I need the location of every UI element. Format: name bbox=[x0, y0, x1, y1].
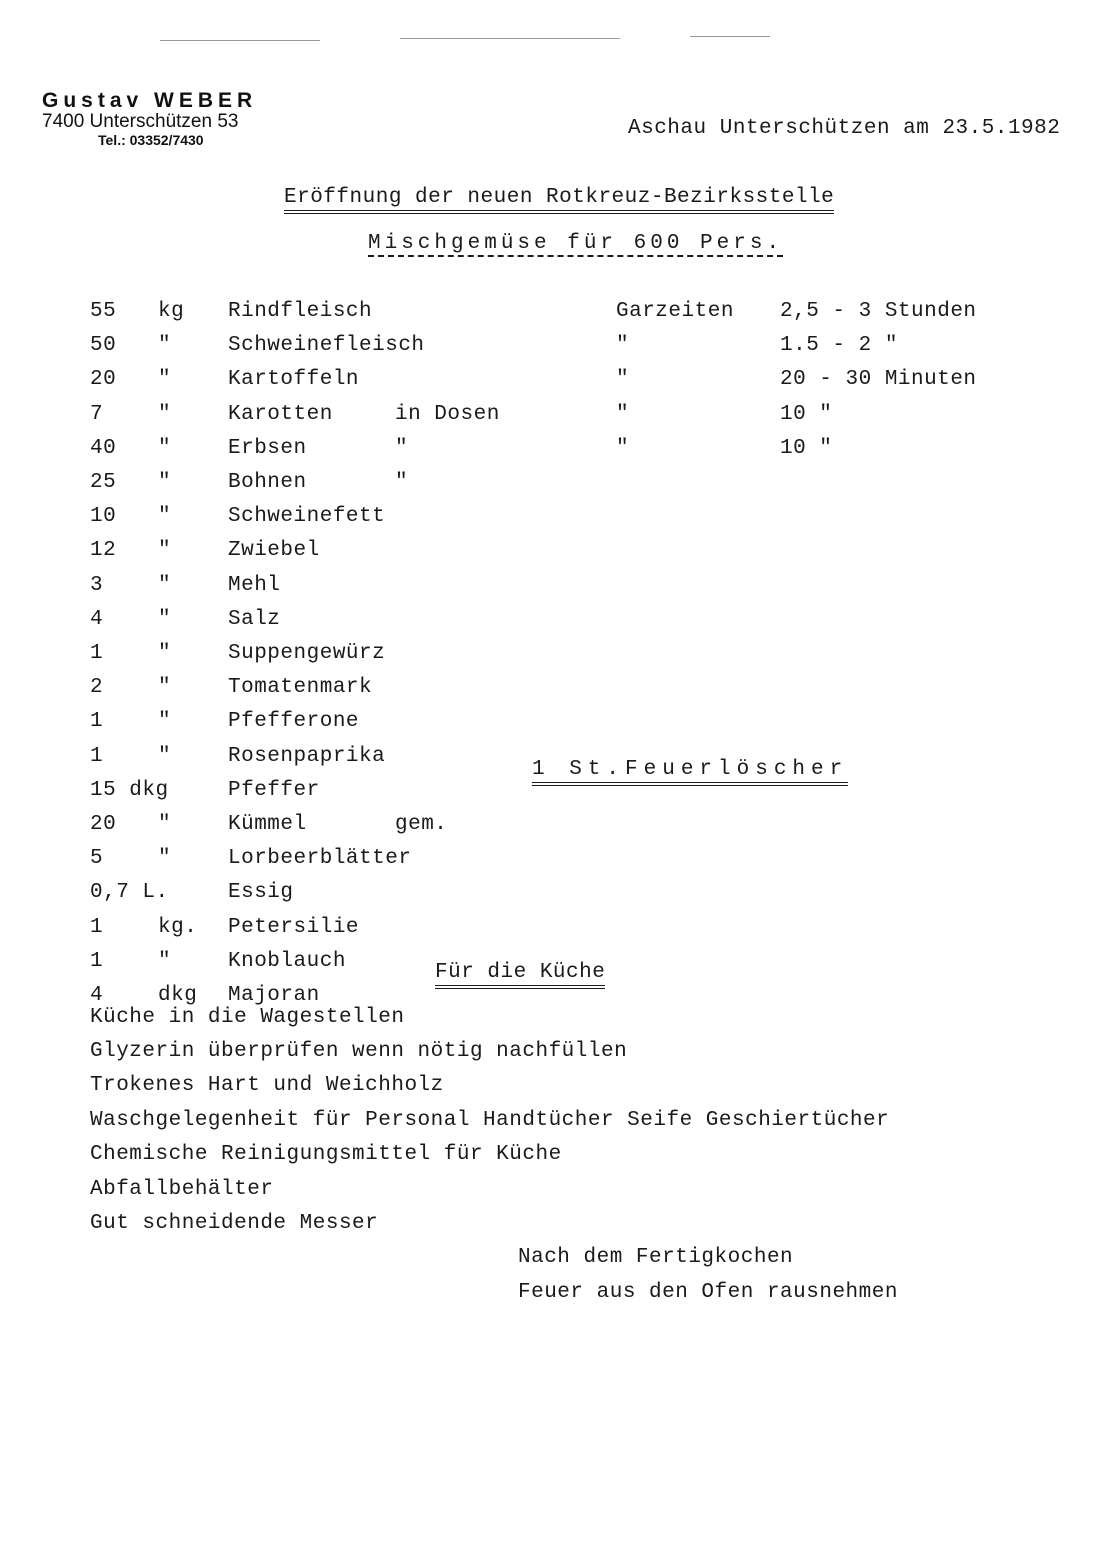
ingredient-row bbox=[0, 642, 1100, 672]
ingredient-unit: " bbox=[158, 642, 172, 665]
fire-extinguisher-note bbox=[532, 758, 848, 781]
ingredient-unit: " bbox=[158, 471, 172, 494]
ingredient-quantity: 4 bbox=[90, 984, 104, 1007]
ingredient-quantity: 3 bbox=[90, 573, 104, 597]
scan-artifact bbox=[400, 38, 620, 39]
ingredient-unit: " bbox=[158, 539, 172, 563]
ingredient-quantity: 55 bbox=[90, 300, 117, 323]
ingredient-name: Pfeffer bbox=[228, 778, 320, 802]
ingredient-row bbox=[0, 608, 1100, 638]
ingredient-note: in Dosen bbox=[395, 402, 500, 426]
kitchen-list-item: Waschgelegenheit für Personal Handtücher Seife Geschiertücher bbox=[90, 1109, 890, 1132]
closing-line: Nach dem Fertigkochen bbox=[518, 1246, 794, 1269]
ingredient-quantity: 15 dkg bbox=[90, 778, 169, 802]
ingredient-name: Knoblauch bbox=[228, 949, 346, 973]
cooking-time-label: " bbox=[616, 334, 630, 358]
cooking-time-label: " bbox=[616, 436, 630, 460]
cooking-time-value: 1.5 - 2 " bbox=[780, 334, 898, 358]
ingredient-unit: " bbox=[158, 573, 172, 597]
ingredient-unit: dkg bbox=[158, 984, 198, 1007]
kitchen-list-item: Trokenes Hart und Weichholz bbox=[90, 1074, 444, 1097]
ingredient-unit: " bbox=[158, 949, 172, 973]
ingredient-quantity: 25 bbox=[90, 471, 117, 494]
ingredient-note: " bbox=[395, 436, 409, 460]
ingredient-name: Rindfleisch bbox=[228, 300, 373, 323]
ingredient-name: Erbsen bbox=[228, 436, 307, 460]
ingredient-unit: " bbox=[158, 813, 172, 836]
cooking-time-label: " bbox=[616, 402, 630, 426]
cooking-time-value: 20 - 30 Minuten bbox=[780, 368, 977, 392]
ingredient-name: Kümmel bbox=[228, 813, 307, 836]
ingredient-quantity: 1 bbox=[90, 949, 104, 973]
ingredient-name: Majoran bbox=[228, 984, 320, 1007]
ingredient-row bbox=[0, 437, 1100, 467]
ingredient-quantity: 12 bbox=[90, 539, 117, 563]
ingredient-quantity: 1 bbox=[90, 744, 104, 768]
ingredient-quantity: 1 bbox=[90, 710, 104, 734]
ingredient-name: Schweinefett bbox=[228, 505, 386, 529]
letterhead-stamp bbox=[42, 90, 257, 148]
ingredient-quantity: 2 bbox=[90, 676, 104, 700]
ingredient-row bbox=[0, 847, 1100, 877]
ingredient-row bbox=[0, 881, 1100, 911]
ingredient-row bbox=[0, 813, 1100, 843]
ingredient-name: Mehl bbox=[228, 573, 281, 597]
ingredient-name: Petersilie bbox=[228, 915, 360, 939]
ingredient-row bbox=[0, 916, 1100, 946]
scan-artifact bbox=[160, 40, 320, 41]
ingredient-unit: " bbox=[158, 436, 172, 460]
sender-name: Gustav WEBER bbox=[42, 89, 258, 112]
kitchen-list-item: Glyzerin überprüfen wenn nötig nachfüllen bbox=[90, 1040, 628, 1063]
ingredient-unit: " bbox=[158, 607, 172, 631]
ingredient-name: Bohnen bbox=[228, 471, 307, 494]
ingredient-row bbox=[0, 471, 1100, 501]
ingredient-row bbox=[0, 403, 1100, 433]
ingredient-name: Essig bbox=[228, 881, 294, 905]
ingredient-name: Karotten bbox=[228, 402, 333, 426]
ingredient-unit: " bbox=[158, 505, 172, 529]
fire-extinguisher-text: 1 St.Feuerlöscher bbox=[532, 758, 848, 786]
kitchen-list-item: Küche in die Wagestellen bbox=[90, 1006, 405, 1029]
ingredient-name: Zwiebel bbox=[228, 539, 320, 563]
ingredient-row bbox=[0, 574, 1100, 604]
ingredient-name: Salz bbox=[228, 607, 281, 631]
scan-artifact bbox=[690, 36, 770, 37]
ingredient-unit: " bbox=[158, 744, 172, 768]
cooking-time-label: Garzeiten bbox=[616, 300, 734, 323]
ingredient-unit: " bbox=[158, 847, 172, 871]
ingredient-unit: kg bbox=[158, 300, 185, 323]
ingredient-note: gem. bbox=[395, 813, 448, 836]
ingredient-unit: kg. bbox=[158, 915, 198, 939]
kitchen-section-title bbox=[435, 961, 605, 984]
cooking-time-value: 10 " bbox=[780, 402, 833, 426]
cooking-time-label: " bbox=[616, 368, 630, 392]
ingredient-quantity: 50 bbox=[90, 334, 117, 358]
ingredient-row bbox=[0, 334, 1100, 364]
ingredient-unit: " bbox=[158, 710, 172, 734]
ingredient-unit: " bbox=[158, 368, 172, 392]
kitchen-list-item: Abfallbehälter bbox=[90, 1178, 274, 1201]
ingredient-row bbox=[0, 300, 1100, 330]
ingredient-quantity: 0,7 L. bbox=[90, 881, 169, 905]
sender-address: 7400 Unterschützen 53 bbox=[42, 111, 239, 132]
title-text: Eröffnung der neuen Rotkreuz-Bezirksstelle bbox=[284, 186, 834, 214]
ingredient-quantity: 1 bbox=[90, 642, 104, 665]
kitchen-list-item: Gut schneidende Messer bbox=[90, 1212, 379, 1235]
ingredient-quantity: 1 bbox=[90, 915, 104, 939]
sender-phone: Tel.: 03352/7430 bbox=[98, 132, 204, 148]
closing-line: Feuer aus den Ofen rausnehmen bbox=[518, 1281, 898, 1304]
ingredient-name: Schweinefleisch bbox=[228, 334, 425, 358]
place-date: Aschau Unterschützen am 23.5.1982 bbox=[628, 117, 1061, 140]
document-subtitle: Mischgemüse für 600 Pers. bbox=[368, 232, 784, 255]
ingredient-name: Lorbeerblätter bbox=[228, 847, 412, 871]
ingredient-name: Rosenpaprika bbox=[228, 744, 386, 768]
ingredient-row bbox=[0, 710, 1100, 740]
ingredient-name: Kartoffeln bbox=[228, 368, 360, 392]
ingredient-quantity: 20 bbox=[90, 368, 117, 392]
ingredient-row bbox=[0, 676, 1100, 706]
ingredient-row bbox=[0, 505, 1100, 535]
ingredient-name: Pfefferone bbox=[228, 710, 360, 734]
ingredient-quantity: 10 bbox=[90, 505, 117, 529]
ingredient-unit: " bbox=[158, 402, 172, 426]
ingredient-quantity: 20 bbox=[90, 813, 117, 836]
kitchen-list-item: Chemische Reinigungsmittel für Küche bbox=[90, 1143, 562, 1166]
document-title bbox=[284, 186, 834, 209]
ingredient-quantity: 40 bbox=[90, 436, 117, 460]
kitchen-title-text: Für die Küche bbox=[435, 961, 605, 989]
ingredient-name: Suppengewürz bbox=[228, 642, 386, 665]
ingredient-unit: " bbox=[158, 676, 172, 700]
ingredient-quantity: 5 bbox=[90, 847, 104, 871]
ingredient-row bbox=[0, 368, 1100, 398]
ingredient-name: Tomatenmark bbox=[228, 676, 373, 700]
cooking-time-value: 10 " bbox=[780, 436, 833, 460]
ingredient-quantity: 4 bbox=[90, 607, 104, 631]
ingredient-row bbox=[0, 539, 1100, 569]
ingredient-quantity: 7 bbox=[90, 402, 104, 426]
ingredient-unit: " bbox=[158, 334, 172, 358]
ingredient-note: " bbox=[395, 471, 409, 494]
cooking-time-value: 2,5 - 3 Stunden bbox=[780, 300, 977, 323]
